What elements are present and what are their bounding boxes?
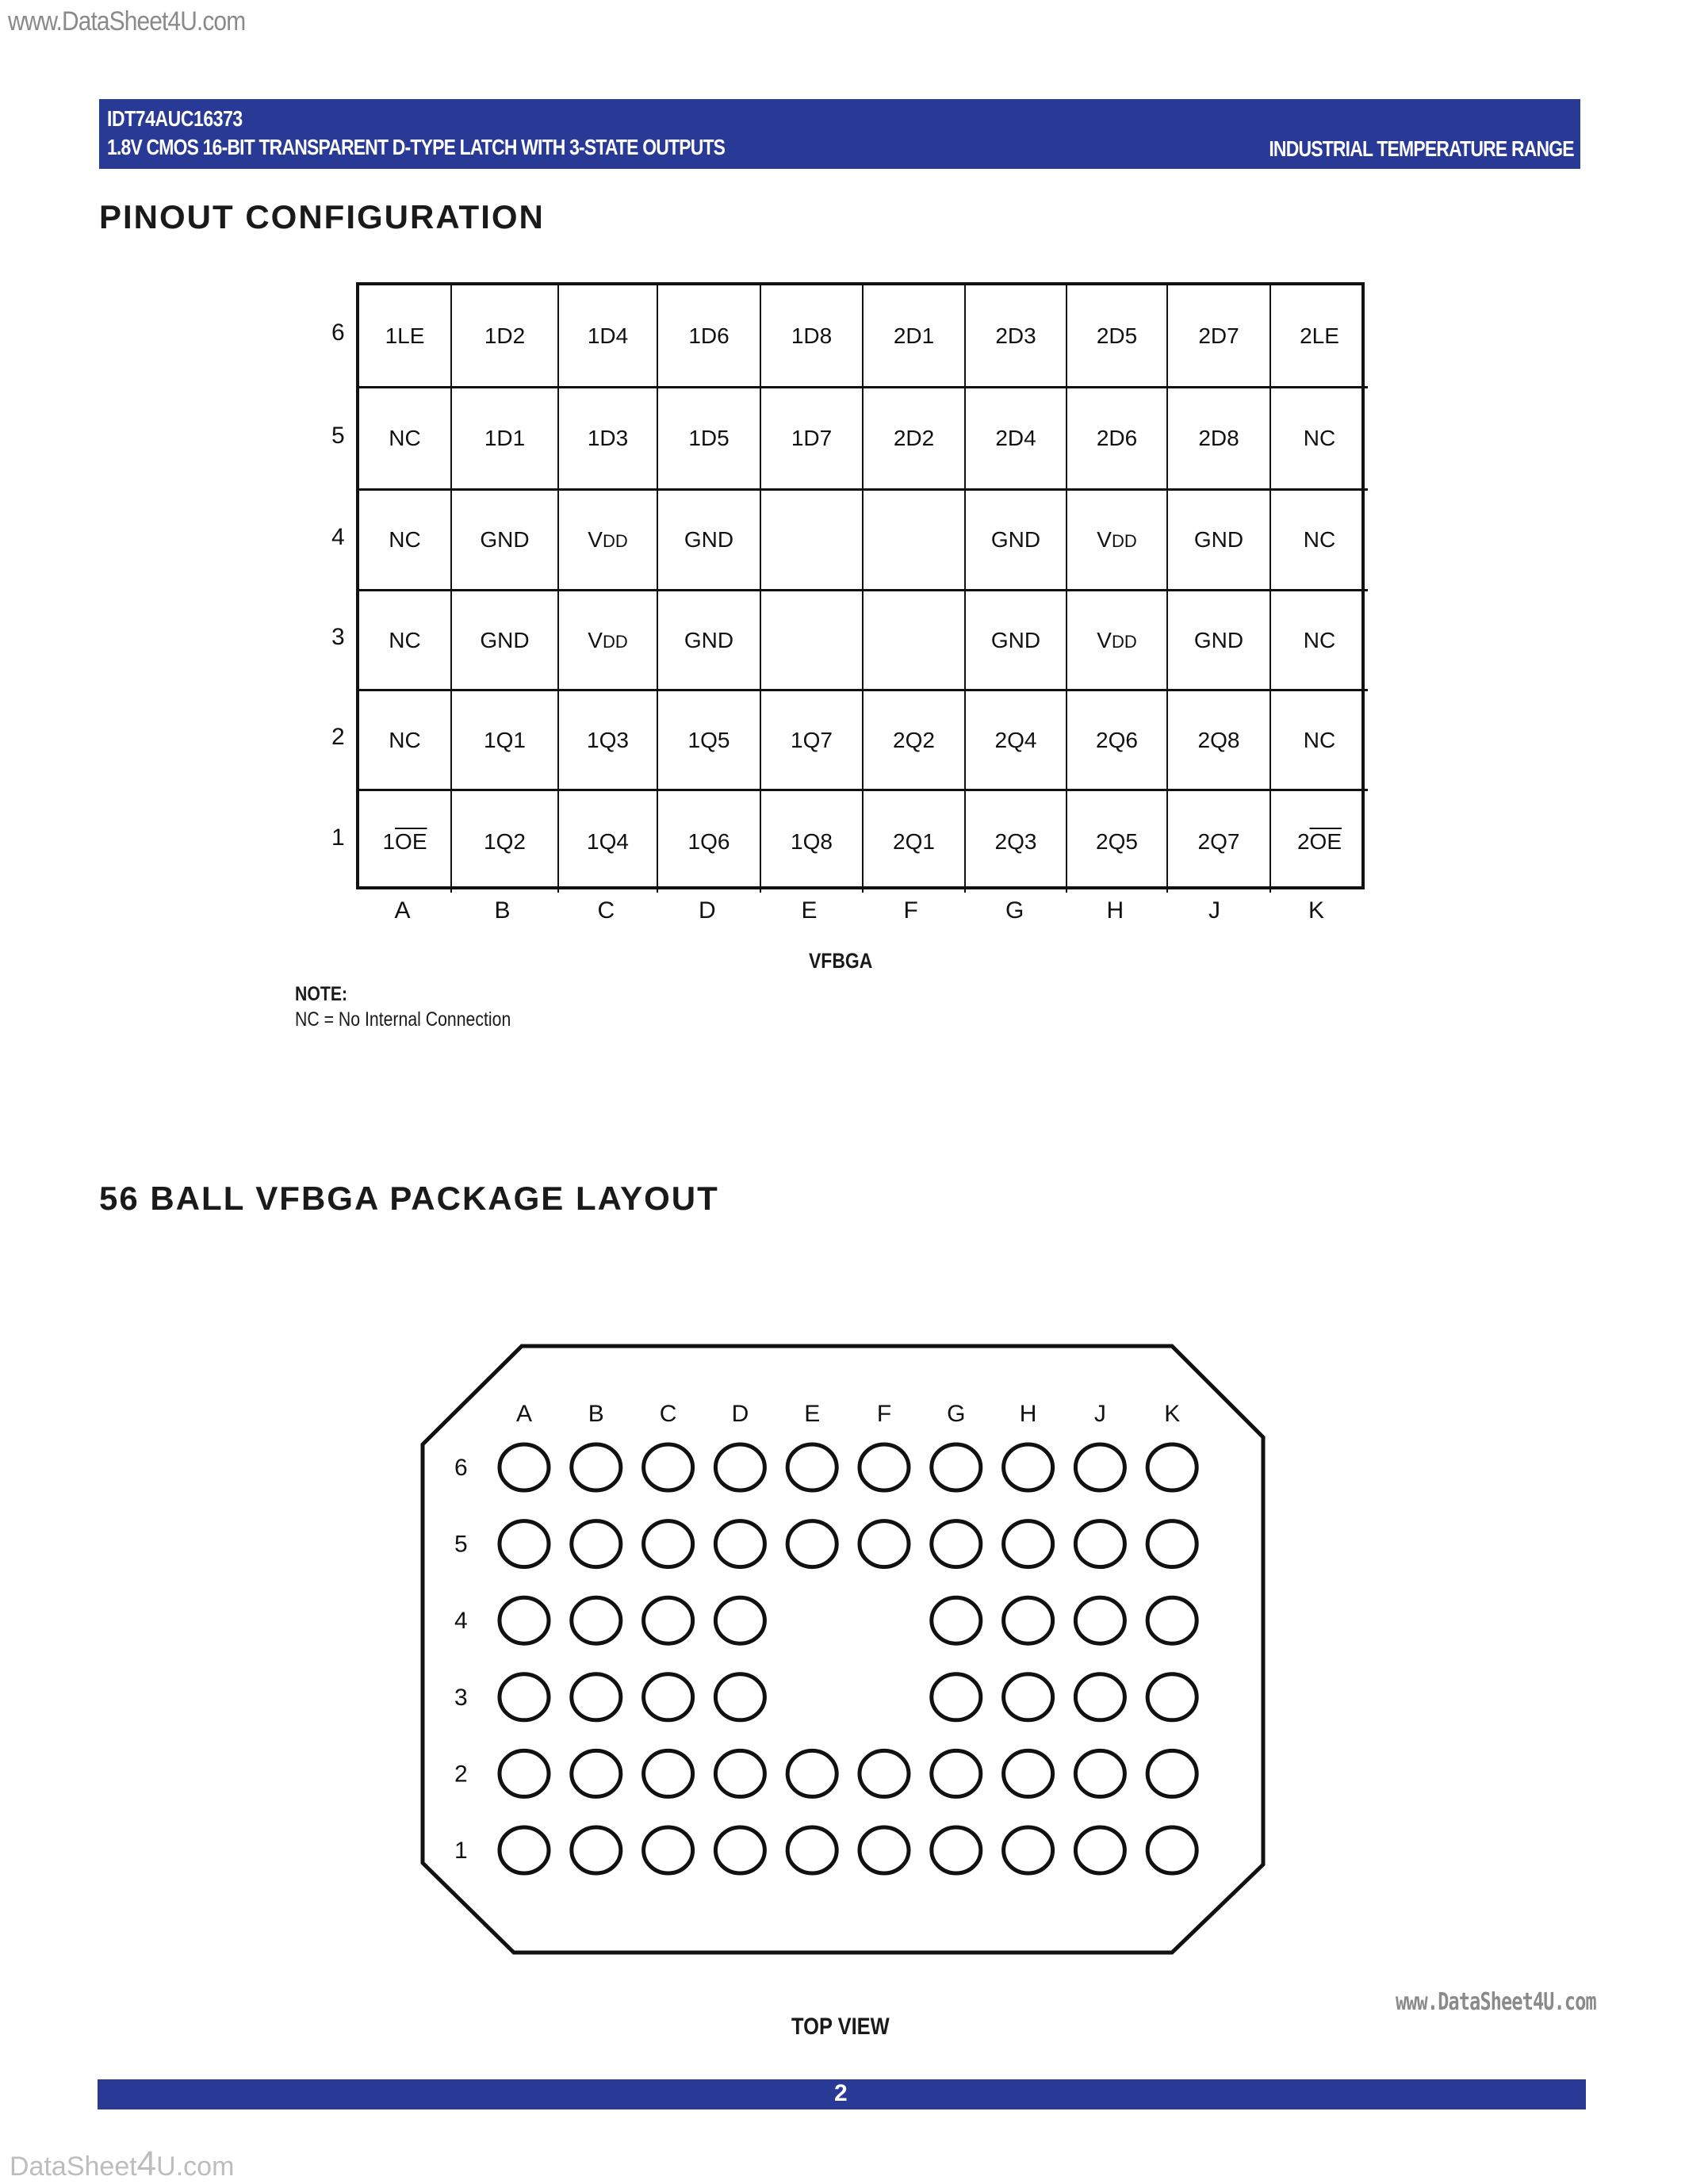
ball-D1 xyxy=(715,1827,764,1873)
ball-E5 xyxy=(787,1521,837,1567)
ball-D2 xyxy=(715,1750,764,1796)
watermark-bottom-prefix: DataSheet xyxy=(10,2151,137,2182)
pin-name: GND xyxy=(480,527,530,552)
pinout-title: PINOUT CONFIGURATION xyxy=(99,198,545,235)
row-label: 6 xyxy=(331,319,345,346)
ball-A6 xyxy=(500,1444,549,1490)
column-label: K xyxy=(1308,897,1325,924)
pin-name: $1\overline{OE}$ xyxy=(382,829,427,854)
pin-name: 1Q7 xyxy=(791,727,833,752)
ball-H3 xyxy=(1004,1674,1053,1720)
pin-name: $2\overline{OE}$ xyxy=(1296,829,1342,854)
column-label: A xyxy=(394,897,411,924)
part-number: IDT74AUC16373 xyxy=(107,106,243,131)
ball-C5 xyxy=(644,1521,693,1567)
pin-name: 2D8 xyxy=(1198,426,1239,450)
pin-name: 2Q1 xyxy=(893,829,935,854)
row-label: 2 xyxy=(331,724,345,750)
ball-F1 xyxy=(860,1827,909,1873)
ball-C6 xyxy=(644,1444,693,1490)
ball-row-label: 2 xyxy=(454,1761,468,1788)
ball-column-label: K xyxy=(1164,1401,1181,1427)
ball-F2 xyxy=(860,1750,909,1796)
pin-name: 1D1 xyxy=(484,426,526,450)
part-description: 1.8V CMOS 16-BIT TRANSPARENT D-TYPE LATCH WITH 3-STATE OUTPUTS xyxy=(107,135,726,159)
ball-row-label: 3 xyxy=(454,1684,468,1711)
pin-name: NC xyxy=(389,727,421,752)
pin-name: 1D3 xyxy=(587,426,629,450)
pin-name: NC xyxy=(389,627,421,652)
pin-name: 2Q6 xyxy=(1096,727,1138,752)
ball-H6 xyxy=(1004,1444,1053,1490)
pin-name: GND xyxy=(990,627,1041,652)
ball-D3 xyxy=(715,1674,764,1720)
ball-E2 xyxy=(787,1750,837,1796)
ball-column-label: A xyxy=(515,1401,533,1427)
ball-K1 xyxy=(1147,1827,1197,1873)
ball-D5 xyxy=(715,1521,764,1567)
ball-C3 xyxy=(644,1674,693,1720)
pin-name: NC xyxy=(389,426,421,450)
pin-name: 2Q3 xyxy=(994,829,1037,854)
pin-name: VDD xyxy=(588,627,628,652)
pin-name: 2D3 xyxy=(995,323,1036,348)
package-outline xyxy=(423,1346,1263,1953)
ball-C4 xyxy=(644,1597,693,1643)
ball-G2 xyxy=(932,1750,981,1796)
ball-G1 xyxy=(932,1827,981,1873)
ball-D6 xyxy=(715,1444,764,1490)
pin-name: NC xyxy=(1303,727,1336,752)
ball-F5 xyxy=(860,1521,909,1567)
ball-H2 xyxy=(1004,1750,1053,1796)
row-label: 1 xyxy=(331,824,345,851)
ball-H4 xyxy=(1004,1597,1053,1643)
pin-name: 1D4 xyxy=(587,323,629,348)
ball-column-label: E xyxy=(804,1401,821,1427)
ball-row-label: 1 xyxy=(454,1838,468,1864)
ball-row-label: 6 xyxy=(454,1455,468,1481)
pin-name: 1D8 xyxy=(791,323,833,348)
ball-column-label: J xyxy=(1093,1401,1106,1427)
ball-G5 xyxy=(932,1521,981,1567)
note-title: NOTE: xyxy=(295,983,348,1005)
ball-H1 xyxy=(1004,1827,1053,1873)
pin-name: 1D5 xyxy=(688,426,730,450)
ball-K5 xyxy=(1147,1521,1197,1567)
ball-D4 xyxy=(715,1597,764,1643)
pin-name: 1D6 xyxy=(688,323,730,348)
pin-name: 2LE xyxy=(1300,323,1339,348)
pin-name: 1Q3 xyxy=(587,727,629,752)
pin-name: 1Q8 xyxy=(791,829,833,854)
pin-name: NC xyxy=(1303,426,1336,450)
watermark-bottom-digit: 4 xyxy=(136,2144,157,2183)
ball-J3 xyxy=(1075,1674,1124,1720)
column-label: F xyxy=(903,897,918,924)
pin-name: 1Q1 xyxy=(484,727,526,752)
ball-G4 xyxy=(932,1597,981,1643)
ball-K4 xyxy=(1147,1597,1197,1643)
ball-K6 xyxy=(1147,1444,1197,1490)
ball-B2 xyxy=(572,1750,621,1796)
pin-name: 1D7 xyxy=(791,426,833,450)
column-label: B xyxy=(494,897,511,924)
ball-G3 xyxy=(932,1674,981,1720)
pin-name: GND xyxy=(1193,527,1244,552)
column-label: D xyxy=(699,897,716,924)
pin-name: 1D2 xyxy=(484,323,526,348)
pin-name: 2Q8 xyxy=(1197,727,1240,752)
ball-row-label: 4 xyxy=(454,1608,468,1635)
package-layout-title: 56 BALL VFBGA PACKAGE LAYOUT xyxy=(99,1180,719,1217)
pin-name: 1Q6 xyxy=(687,829,730,854)
ball-C1 xyxy=(644,1827,693,1873)
ball-E6 xyxy=(787,1444,837,1490)
ball-column-label: C xyxy=(659,1401,677,1427)
ball-A2 xyxy=(500,1750,549,1796)
pin-name: 1Q4 xyxy=(587,829,629,854)
column-label: E xyxy=(801,897,818,924)
pin-name: 1Q2 xyxy=(484,829,526,854)
pin-name: 2Q7 xyxy=(1197,829,1240,854)
watermark-top: www.DataSheet4U.com xyxy=(8,6,246,36)
ball-F6 xyxy=(860,1444,909,1490)
ball-J5 xyxy=(1075,1521,1124,1567)
ball-J2 xyxy=(1075,1750,1124,1796)
page-number: 2 xyxy=(834,2080,848,2106)
ball-A1 xyxy=(500,1827,549,1873)
note-text: NC = No Internal Connection xyxy=(295,1008,511,1031)
row-label: 3 xyxy=(331,624,345,650)
pin-name: VDD xyxy=(1097,527,1137,552)
pin-name: 2Q5 xyxy=(1096,829,1138,854)
ball-column-label: D xyxy=(731,1401,749,1427)
ball-B3 xyxy=(572,1674,621,1720)
pin-name: GND xyxy=(1193,627,1244,652)
pin-name: 2D7 xyxy=(1198,323,1239,348)
ball-B4 xyxy=(572,1597,621,1643)
ball-K2 xyxy=(1147,1750,1197,1796)
ball-column-label: H xyxy=(1019,1401,1037,1427)
ball-A5 xyxy=(500,1521,549,1567)
package-label: VFBGA xyxy=(809,949,873,973)
pin-name: GND xyxy=(990,527,1041,552)
pin-name: 1Q5 xyxy=(687,727,730,752)
pin-name: VDD xyxy=(588,527,628,552)
ball-column-label: F xyxy=(876,1401,892,1427)
row-label: 5 xyxy=(331,422,345,449)
ball-column-label: G xyxy=(947,1401,966,1427)
temperature-range: INDUSTRIAL TEMPERATURE RANGE xyxy=(1269,136,1574,161)
pin-name: NC xyxy=(389,527,421,552)
pin-name: 2Q2 xyxy=(893,727,935,752)
ball-B6 xyxy=(572,1444,621,1490)
ball-B5 xyxy=(572,1521,621,1567)
ball-A4 xyxy=(500,1597,549,1643)
pin-name: 2D5 xyxy=(1096,323,1138,348)
ball-H5 xyxy=(1004,1521,1053,1567)
watermark-bottom-suffix: U.com xyxy=(156,2151,235,2182)
ball-G6 xyxy=(932,1444,981,1490)
column-label: C xyxy=(597,897,615,924)
ball-column-label: B xyxy=(588,1401,604,1427)
ball-C2 xyxy=(644,1750,693,1796)
column-label: G xyxy=(1005,897,1024,924)
pin-name: NC xyxy=(1303,627,1336,652)
pin-name: VDD xyxy=(1097,627,1137,652)
ball-grid xyxy=(500,1444,1197,1873)
ball-row-label: 5 xyxy=(454,1531,468,1558)
watermark-bottom xyxy=(10,2144,234,2184)
ball-E1 xyxy=(787,1827,837,1873)
column-label: H xyxy=(1106,897,1124,924)
pin-name: GND xyxy=(684,627,734,652)
top-view-label: TOP VIEW xyxy=(791,2014,890,2040)
pin-name: 2D6 xyxy=(1096,426,1138,450)
pin-name: 2Q4 xyxy=(994,727,1037,752)
pin-name: 1LE xyxy=(385,323,425,348)
column-label: J xyxy=(1208,897,1220,924)
pin-name: 2D1 xyxy=(893,323,935,348)
pin-name: NC xyxy=(1303,527,1336,552)
ball-J1 xyxy=(1075,1827,1124,1873)
ball-A3 xyxy=(500,1674,549,1720)
row-label: 4 xyxy=(331,523,345,550)
pin-name: 2D4 xyxy=(995,426,1036,450)
pin-name: GND xyxy=(480,627,530,652)
ball-K3 xyxy=(1147,1674,1197,1720)
watermark-right: www.DataSheet4U.com xyxy=(1396,1988,1596,2016)
ball-J6 xyxy=(1075,1444,1124,1490)
pin-name: GND xyxy=(684,527,734,552)
ball-J4 xyxy=(1075,1597,1124,1643)
ball-B1 xyxy=(572,1827,621,1873)
pin-name: 2D2 xyxy=(893,426,935,450)
